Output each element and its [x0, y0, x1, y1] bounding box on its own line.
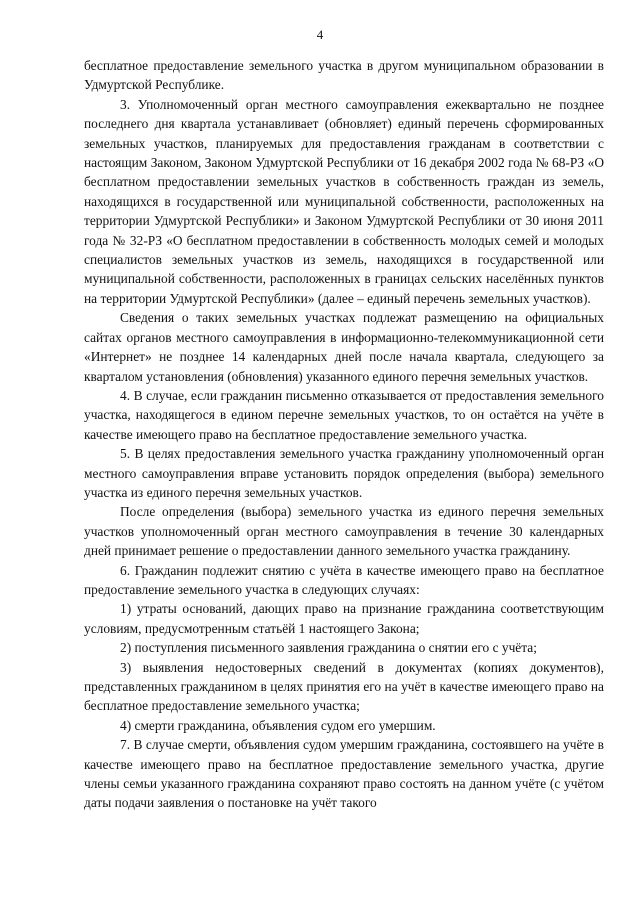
paragraph-publication-info: Сведения о таких земельных участках подлежат размещению на официальных сайтах органов местного самоуправления в информационно-телекоммуникационной сети «Интернет» не позднее 14 календарных дней после начала квартала, следующего за кварталом установления (обновления) указанного единого перечня земельных участков.: [84, 310, 604, 384]
paragraph-continuation: бесплатное предоставление земельного участка в другом муниципальном образовании в Удмуртской Республике.: [84, 58, 604, 93]
list-item-3: 3) выявления недостоверных сведений в документах (копиях документов), представленных гражданином в целях принятия его на учёт в качестве имеющего право на бесплатное предоставление земельного участка;: [84, 659, 604, 714]
paragraph-clause-3: 3. Уполномоченный орган местного самоуправления ежеквартально не позднее последнего дня квартала устанавливает (обновляет) единый перечень сформированных земельных участков, планируемых для предоставления гражданам в соответствии с настоящим Законом, Законом Удмуртской Республики от 16 декабря 2002 года № 68-РЗ «О бесплатном предоставлении земельных участков в собственность граждан из земель, находящихся в государственной или муниципальной собственности, расположенных на территории Удмуртской Республики» и Законом Удмуртской Республики от 30 июня 2011 года № 32-РЗ «О бесплатном предоставлении в собственность молодых семей и молодых специалистов земельных участков из земель, находящихся в государственной или муниципальной собственности, расположенных в границах сельских населённых пунктов на территории Удмуртской Республики» (далее – единый перечень земельных участков).: [84, 96, 604, 306]
paragraph-clause-7: 7. В случае смерти, объявления судом умершим гражданина, состоявшего на учёте в качестве имеющего право на бесплатное предоставление земельного участка, другие члены семьи указанного гражданина сохраняют право состоять на данном учёте (с учётом даты подачи заявления о постановке на учёт такого: [84, 737, 604, 811]
document-body: [84, 56, 604, 813]
list-item-1: 1) утраты оснований, дающих право на признание гражданина соответствующим условиям, предусмотренным статьёй 1 настоящего Закона;: [84, 601, 604, 636]
paragraph-clause-5: 5. В целях предоставления земельного участка гражданину уполномоченный орган местного самоуправления вправе установить порядок определения (выбора) земельного участка из единого перечня земельных участков.: [84, 446, 604, 500]
list-item-4: 4) смерти гражданина, объявления судом его умершим.: [120, 717, 436, 733]
paragraph-selection-decision: После определения (выбора) земельного участка из единого перечня земельных участков уполномоченный орган местного самоуправления в течение 30 календарных дней принимает решение о предоставлении данного земельного участка гражданину.: [84, 504, 604, 559]
paragraph-clause-4: 4. В случае, если гражданин письменно отказывается от предоставления земельного участка, находящегося в едином перечне земельных участков, то он остаётся на учёте в качестве имеющего право на бесплатное предоставление земельного участка.: [84, 387, 604, 442]
page-number: 4: [316, 27, 324, 42]
list-item-2: 2) поступления письменного заявления гражданина о снятии его с учёта;: [120, 640, 537, 656]
paragraph-clause-6: 6. Гражданин подлежит снятию с учёта в качестве имеющего право на бесплатное предоставление земельного участка в следующих случаях:: [84, 562, 604, 597]
